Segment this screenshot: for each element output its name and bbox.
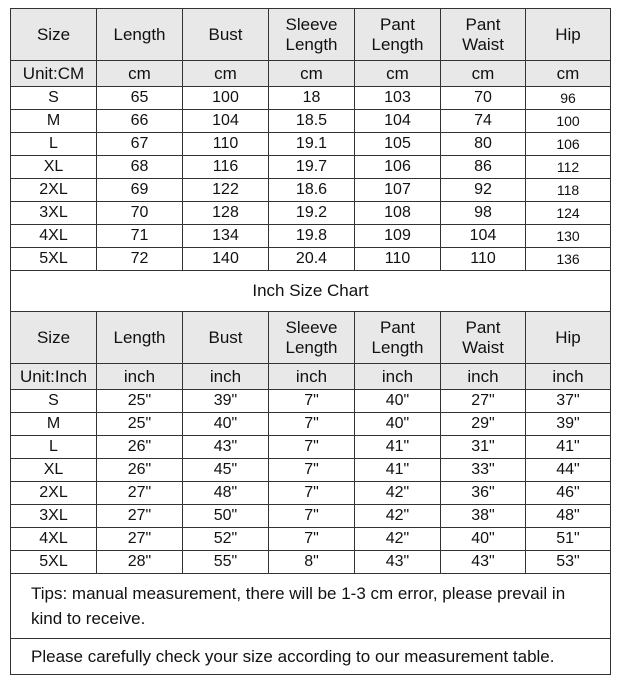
size-cell: L: [11, 436, 97, 459]
measurement-cell: 42": [355, 482, 441, 505]
header-label: Sleeve: [285, 14, 338, 34]
measurement-cell: 40": [183, 413, 269, 436]
measurement-cell: 134: [183, 225, 269, 248]
unit-cell: inch: [355, 364, 441, 390]
inch-unit-row: [11, 364, 611, 390]
unit-cell: cm: [441, 61, 526, 87]
measurement-cell: 106: [355, 156, 441, 179]
header-label: Length: [285, 337, 338, 357]
measurement-cell: 7": [269, 413, 355, 436]
footer-text: Please carefully check your size according to our measurement table.: [11, 639, 611, 675]
measurement-cell: 55": [183, 551, 269, 574]
unit-cell: cm: [355, 61, 441, 87]
inch-chart-title-row: [11, 271, 611, 312]
measurement-cell: 43": [183, 436, 269, 459]
size-cell: 3XL: [11, 505, 97, 528]
measurement-cell: 51": [526, 528, 611, 551]
measurement-cell: 27": [97, 505, 183, 528]
measurement-cell: 140: [183, 248, 269, 271]
header-label: Size: [36, 24, 71, 44]
size-chart: [10, 8, 610, 675]
measurement-cell: 68: [97, 156, 183, 179]
measurement-cell: 37": [526, 390, 611, 413]
measurement-cell: 42": [355, 505, 441, 528]
size-cell: L: [11, 133, 97, 156]
measurement-cell: 98: [441, 202, 526, 225]
header-label: Waist: [462, 34, 504, 54]
cm-table-row: [11, 179, 611, 202]
header-label: Sleeve: [285, 317, 338, 337]
inch-table-row: [11, 505, 611, 528]
measurement-cell: 92: [441, 179, 526, 202]
measurement-cell: 40": [355, 390, 441, 413]
measurement-cell: 130: [526, 225, 611, 248]
inch-table-row: [11, 482, 611, 505]
measurement-cell: 19.8: [269, 225, 355, 248]
measurement-cell: 7": [269, 528, 355, 551]
measurement-cell: 74: [441, 110, 526, 133]
measurement-cell: 96: [526, 87, 611, 110]
unit-cell: cm: [269, 61, 355, 87]
measurement-cell: 25": [97, 390, 183, 413]
header-label: Bust: [208, 327, 243, 347]
measurement-cell: 26": [97, 436, 183, 459]
size-table: [10, 8, 611, 675]
measurement-cell: 18: [269, 87, 355, 110]
cm-table-row: [11, 156, 611, 179]
measurement-cell: 25": [97, 413, 183, 436]
measurement-cell: 110: [183, 133, 269, 156]
measurement-cell: 100: [183, 87, 269, 110]
measurement-cell: 46": [526, 482, 611, 505]
measurement-cell: 106: [526, 133, 611, 156]
measurement-cell: 29": [441, 413, 526, 436]
cm-column-header: [526, 9, 611, 61]
measurement-cell: 67: [97, 133, 183, 156]
measurement-cell: 66: [97, 110, 183, 133]
measurement-cell: 27": [97, 528, 183, 551]
inch-chart-title: Inch Size Chart: [11, 271, 611, 312]
measurement-cell: 7": [269, 505, 355, 528]
tips-text: Tips: manual measurement, there will be 1-3 cm error, please prevail in kind to receive.: [11, 574, 611, 639]
inch-column-header: [441, 312, 526, 364]
measurement-cell: 19.2: [269, 202, 355, 225]
measurement-cell: 39": [183, 390, 269, 413]
measurement-cell: 41": [355, 436, 441, 459]
measurement-cell: 31": [441, 436, 526, 459]
inch-table-row: [11, 413, 611, 436]
size-cell: S: [11, 390, 97, 413]
inch-column-header: [526, 312, 611, 364]
measurement-cell: 65: [97, 87, 183, 110]
measurement-cell: 7": [269, 390, 355, 413]
size-cell: 3XL: [11, 202, 97, 225]
measurement-cell: 42": [355, 528, 441, 551]
measurement-cell: 110: [441, 248, 526, 271]
unit-cell: cm: [97, 61, 183, 87]
size-cell: XL: [11, 459, 97, 482]
measurement-cell: 33": [441, 459, 526, 482]
size-cell: 4XL: [11, 528, 97, 551]
measurement-cell: 118: [526, 179, 611, 202]
tips-row: [11, 574, 611, 639]
header-label: Pant: [465, 14, 501, 34]
measurement-cell: 36": [441, 482, 526, 505]
cm-column-header: [269, 9, 355, 61]
size-cell: 4XL: [11, 225, 97, 248]
header-label: Pant: [380, 317, 415, 337]
measurement-cell: 38": [441, 505, 526, 528]
inch-column-header: [269, 312, 355, 364]
measurement-cell: 104: [355, 110, 441, 133]
unit-cell: cm: [183, 61, 269, 87]
cm-column-header: [97, 9, 183, 61]
cm-column-header: [183, 9, 269, 61]
measurement-cell: 112: [526, 156, 611, 179]
size-cell: 2XL: [11, 482, 97, 505]
size-cell: M: [11, 413, 97, 436]
cm-table-row: [11, 225, 611, 248]
inch-table-row: [11, 459, 611, 482]
measurement-cell: 72: [97, 248, 183, 271]
inch-column-header: [183, 312, 269, 364]
measurement-cell: 7": [269, 459, 355, 482]
inch-column-header: [355, 312, 441, 364]
measurement-cell: 122: [183, 179, 269, 202]
measurement-cell: 52": [183, 528, 269, 551]
measurement-cell: 44": [526, 459, 611, 482]
header-label: Pant: [465, 317, 501, 337]
measurement-cell: 43": [441, 551, 526, 574]
size-cell: 5XL: [11, 551, 97, 574]
cm-column-header: [355, 9, 441, 61]
unit-cell: Unit:CM: [11, 61, 97, 87]
measurement-cell: 53": [526, 551, 611, 574]
measurement-cell: 18.6: [269, 179, 355, 202]
measurement-cell: 69: [97, 179, 183, 202]
size-cell: 2XL: [11, 179, 97, 202]
measurement-cell: 86: [441, 156, 526, 179]
inch-table-row: [11, 528, 611, 551]
header-label: Hip: [555, 327, 581, 347]
measurement-cell: 109: [355, 225, 441, 248]
unit-cell: Unit:Inch: [11, 364, 97, 390]
measurement-cell: 71: [97, 225, 183, 248]
measurement-cell: 40": [441, 528, 526, 551]
measurement-cell: 45": [183, 459, 269, 482]
measurement-cell: 48": [526, 505, 611, 528]
measurement-cell: 108: [355, 202, 441, 225]
measurement-cell: 18.5: [269, 110, 355, 133]
cm-unit-row: [11, 61, 611, 87]
header-label: Pant: [380, 14, 415, 34]
measurement-cell: 39": [526, 413, 611, 436]
measurement-cell: 104: [183, 110, 269, 133]
header-label: Length: [285, 34, 338, 54]
unit-cell: inch: [526, 364, 611, 390]
measurement-cell: 107: [355, 179, 441, 202]
cm-table-row: [11, 133, 611, 156]
measurement-cell: 7": [269, 482, 355, 505]
measurement-cell: 19.7: [269, 156, 355, 179]
measurement-cell: 26": [97, 459, 183, 482]
measurement-cell: 100: [526, 110, 611, 133]
measurement-cell: 104: [441, 225, 526, 248]
cm-column-header: [441, 9, 526, 61]
measurement-cell: 110: [355, 248, 441, 271]
header-label: Length: [371, 337, 424, 357]
cm-table-row: [11, 202, 611, 225]
cm-table-row: [11, 87, 611, 110]
measurement-cell: 128: [183, 202, 269, 225]
unit-cell: inch: [97, 364, 183, 390]
footer-row: [11, 639, 611, 675]
measurement-cell: 103: [355, 87, 441, 110]
measurement-cell: 41": [355, 459, 441, 482]
unit-cell: inch: [441, 364, 526, 390]
measurement-cell: 136: [526, 248, 611, 271]
size-cell: XL: [11, 156, 97, 179]
measurement-cell: 20.4: [269, 248, 355, 271]
measurement-cell: 28": [97, 551, 183, 574]
measurement-cell: 40": [355, 413, 441, 436]
header-label: Waist: [462, 337, 504, 357]
inch-table-row: [11, 551, 611, 574]
inch-table-row: [11, 436, 611, 459]
measurement-cell: 105: [355, 133, 441, 156]
measurement-cell: 70: [97, 202, 183, 225]
header-label: Length: [371, 34, 424, 54]
size-cell: M: [11, 110, 97, 133]
measurement-cell: 80: [441, 133, 526, 156]
measurement-cell: 27": [441, 390, 526, 413]
unit-cell: cm: [526, 61, 611, 87]
measurement-cell: 7": [269, 436, 355, 459]
cm-table-row: [11, 248, 611, 271]
measurement-cell: 50": [183, 505, 269, 528]
size-cell: 5XL: [11, 248, 97, 271]
inch-column-header: [97, 312, 183, 364]
inch-column-header: [11, 312, 97, 364]
measurement-cell: 27": [97, 482, 183, 505]
header-label: Size: [36, 327, 71, 347]
measurement-cell: 124: [526, 202, 611, 225]
measurement-cell: 43": [355, 551, 441, 574]
measurement-cell: 8": [269, 551, 355, 574]
measurement-cell: 41": [526, 436, 611, 459]
cm-column-header: [11, 9, 97, 61]
cm-table-row: [11, 110, 611, 133]
measurement-cell: 48": [183, 482, 269, 505]
unit-cell: inch: [183, 364, 269, 390]
measurement-cell: 116: [183, 156, 269, 179]
inch-table-row: [11, 390, 611, 413]
inch-header-row: [11, 312, 611, 364]
header-label: Bust: [208, 24, 243, 44]
header-label: Length: [113, 327, 166, 347]
header-label: Hip: [555, 24, 581, 44]
measurement-cell: 19.1: [269, 133, 355, 156]
size-cell: S: [11, 87, 97, 110]
unit-cell: inch: [269, 364, 355, 390]
measurement-cell: 70: [441, 87, 526, 110]
header-label: Length: [113, 24, 166, 44]
cm-header-row: [11, 9, 611, 61]
